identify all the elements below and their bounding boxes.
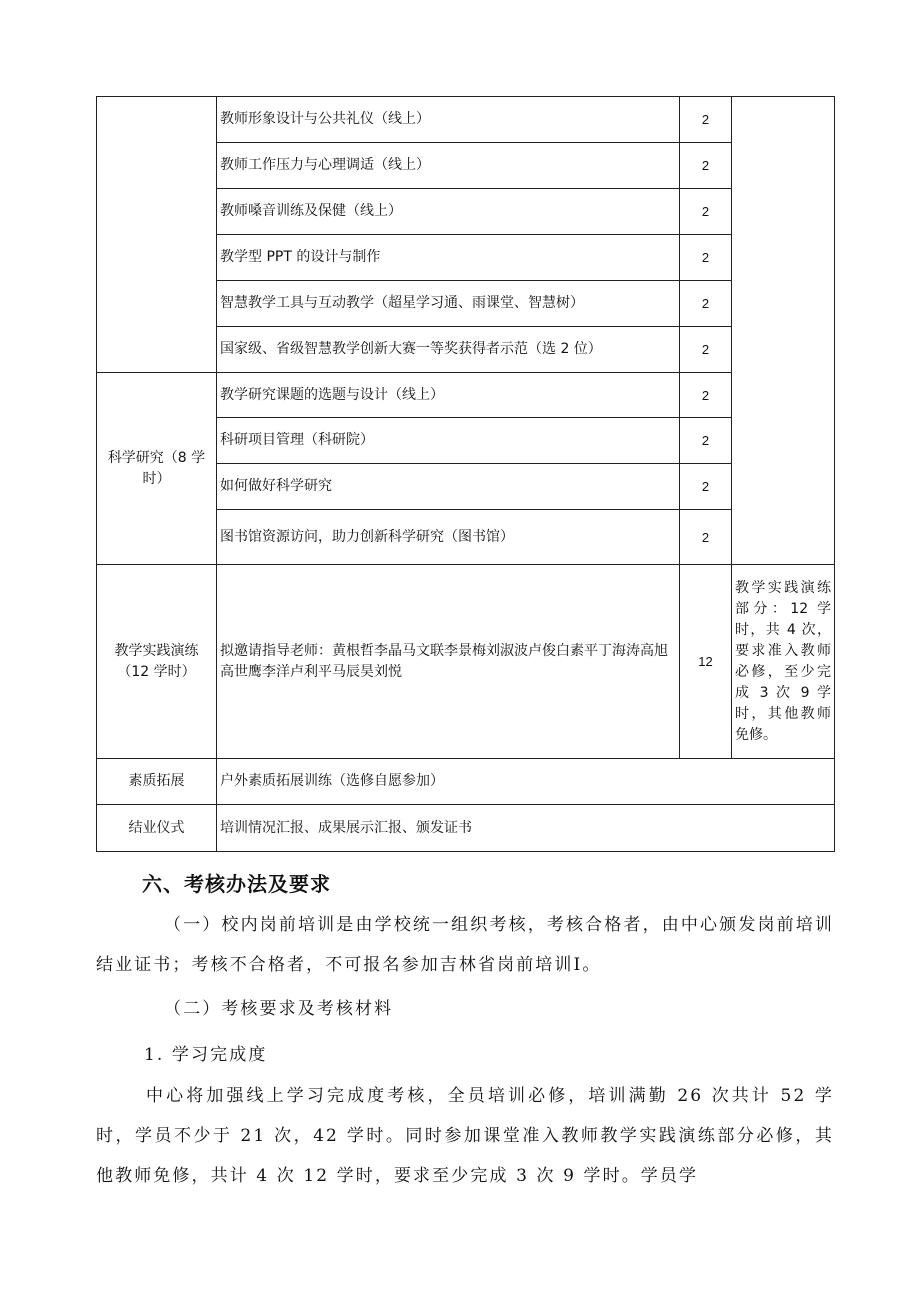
content-cell: 教师嗓音训练及保健（线上） — [217, 189, 680, 235]
table-row — [97, 565, 835, 759]
hours-cell: 2 — [680, 189, 732, 235]
section-heading: 六、考核办法及要求 — [142, 872, 331, 896]
content-cell: 智慧教学工具与互动教学（超星学习通、雨课堂、智慧树） — [217, 281, 680, 327]
hours-cell: 2 — [680, 510, 732, 565]
content-cell: 培训情况汇报、成果展示汇报、颁发证书 — [217, 805, 835, 852]
content-cell: 教师形象设计与公共礼仪（线上） — [217, 97, 680, 143]
content-cell: 教学型 PPT 的设计与制作 — [217, 235, 680, 281]
hours-cell: 2 — [680, 418, 732, 464]
paragraph-2: （二）考核要求及考核材料 — [164, 999, 394, 1019]
hours-cell: 2 — [680, 281, 732, 327]
paragraph-1: （一）校内岗前培训是由学校统一组织考核，考核合格者，由中心颁发岗前培训结业证书；考核不合格者，不可报名参加吉林省岗前培训Ⅰ。 — [96, 915, 834, 975]
content-cell: 科研项目管理（科研院） — [217, 418, 680, 464]
content-cell: 图书馆资源访问，助力创新科学研究（图书馆） — [217, 510, 680, 565]
content-cell: 国家级、省级智慧教学创新大赛一等奖获得者示范（选 2 位） — [217, 327, 680, 373]
hours-cell: 2 — [680, 373, 732, 418]
table-row — [97, 759, 835, 805]
training-schedule-table — [96, 96, 835, 852]
hours-cell: 12 — [680, 565, 732, 759]
hours-cell: 2 — [680, 97, 732, 143]
hours-cell: 2 — [680, 327, 732, 373]
hours-cell: 2 — [680, 464, 732, 510]
content-cell: 户外素质拓展训练（选修自愿参加） — [217, 759, 835, 805]
table-row — [97, 805, 835, 852]
category-practice: 教学实践演练（12 学时） — [97, 565, 217, 759]
category-quality: 素质拓展 — [97, 759, 217, 805]
content-cell: 拟邀请指导老师：黄根哲李晶马文联李景梅刘淑波卢俊白素平丁海涛高旭高世鹰李洋卢利平马辰昊刘悦 — [217, 565, 680, 759]
table-row — [97, 97, 835, 143]
paragraph-4: 中心将加强线上学习完成度考核，全员培训必修，培训满勤 26 次共计 52 学时，学员不少于 21 次，42 学时。同时参加课堂准入教师教学实践演练部分必修，其他教师免修，共计 4 次 12 学时，要求至少完成 3 次 9 学时。学员学 — [96, 1086, 834, 1186]
content-cell: 教师工作压力与心理调适（线上） — [217, 143, 680, 189]
note-cell — [732, 97, 835, 565]
content-cell: 教学研究课题的选题与设计（线上） — [217, 373, 680, 418]
hours-cell: 2 — [680, 143, 732, 189]
hours-cell: 2 — [680, 235, 732, 281]
practice-note: 教学实践演练部分：12 学时，共 4 次，要求准入教师必修，至少完成 3 次 9 学时，其他教师免修。 — [732, 565, 835, 759]
category-research: 科学研究（8 学时） — [97, 373, 217, 565]
category-cell — [97, 97, 217, 373]
content-cell: 如何做好科学研究 — [217, 464, 680, 510]
table-row — [97, 373, 835, 418]
category-graduation: 结业仪式 — [97, 805, 217, 852]
paragraph-3: 1. 学习完成度 — [144, 1045, 268, 1065]
